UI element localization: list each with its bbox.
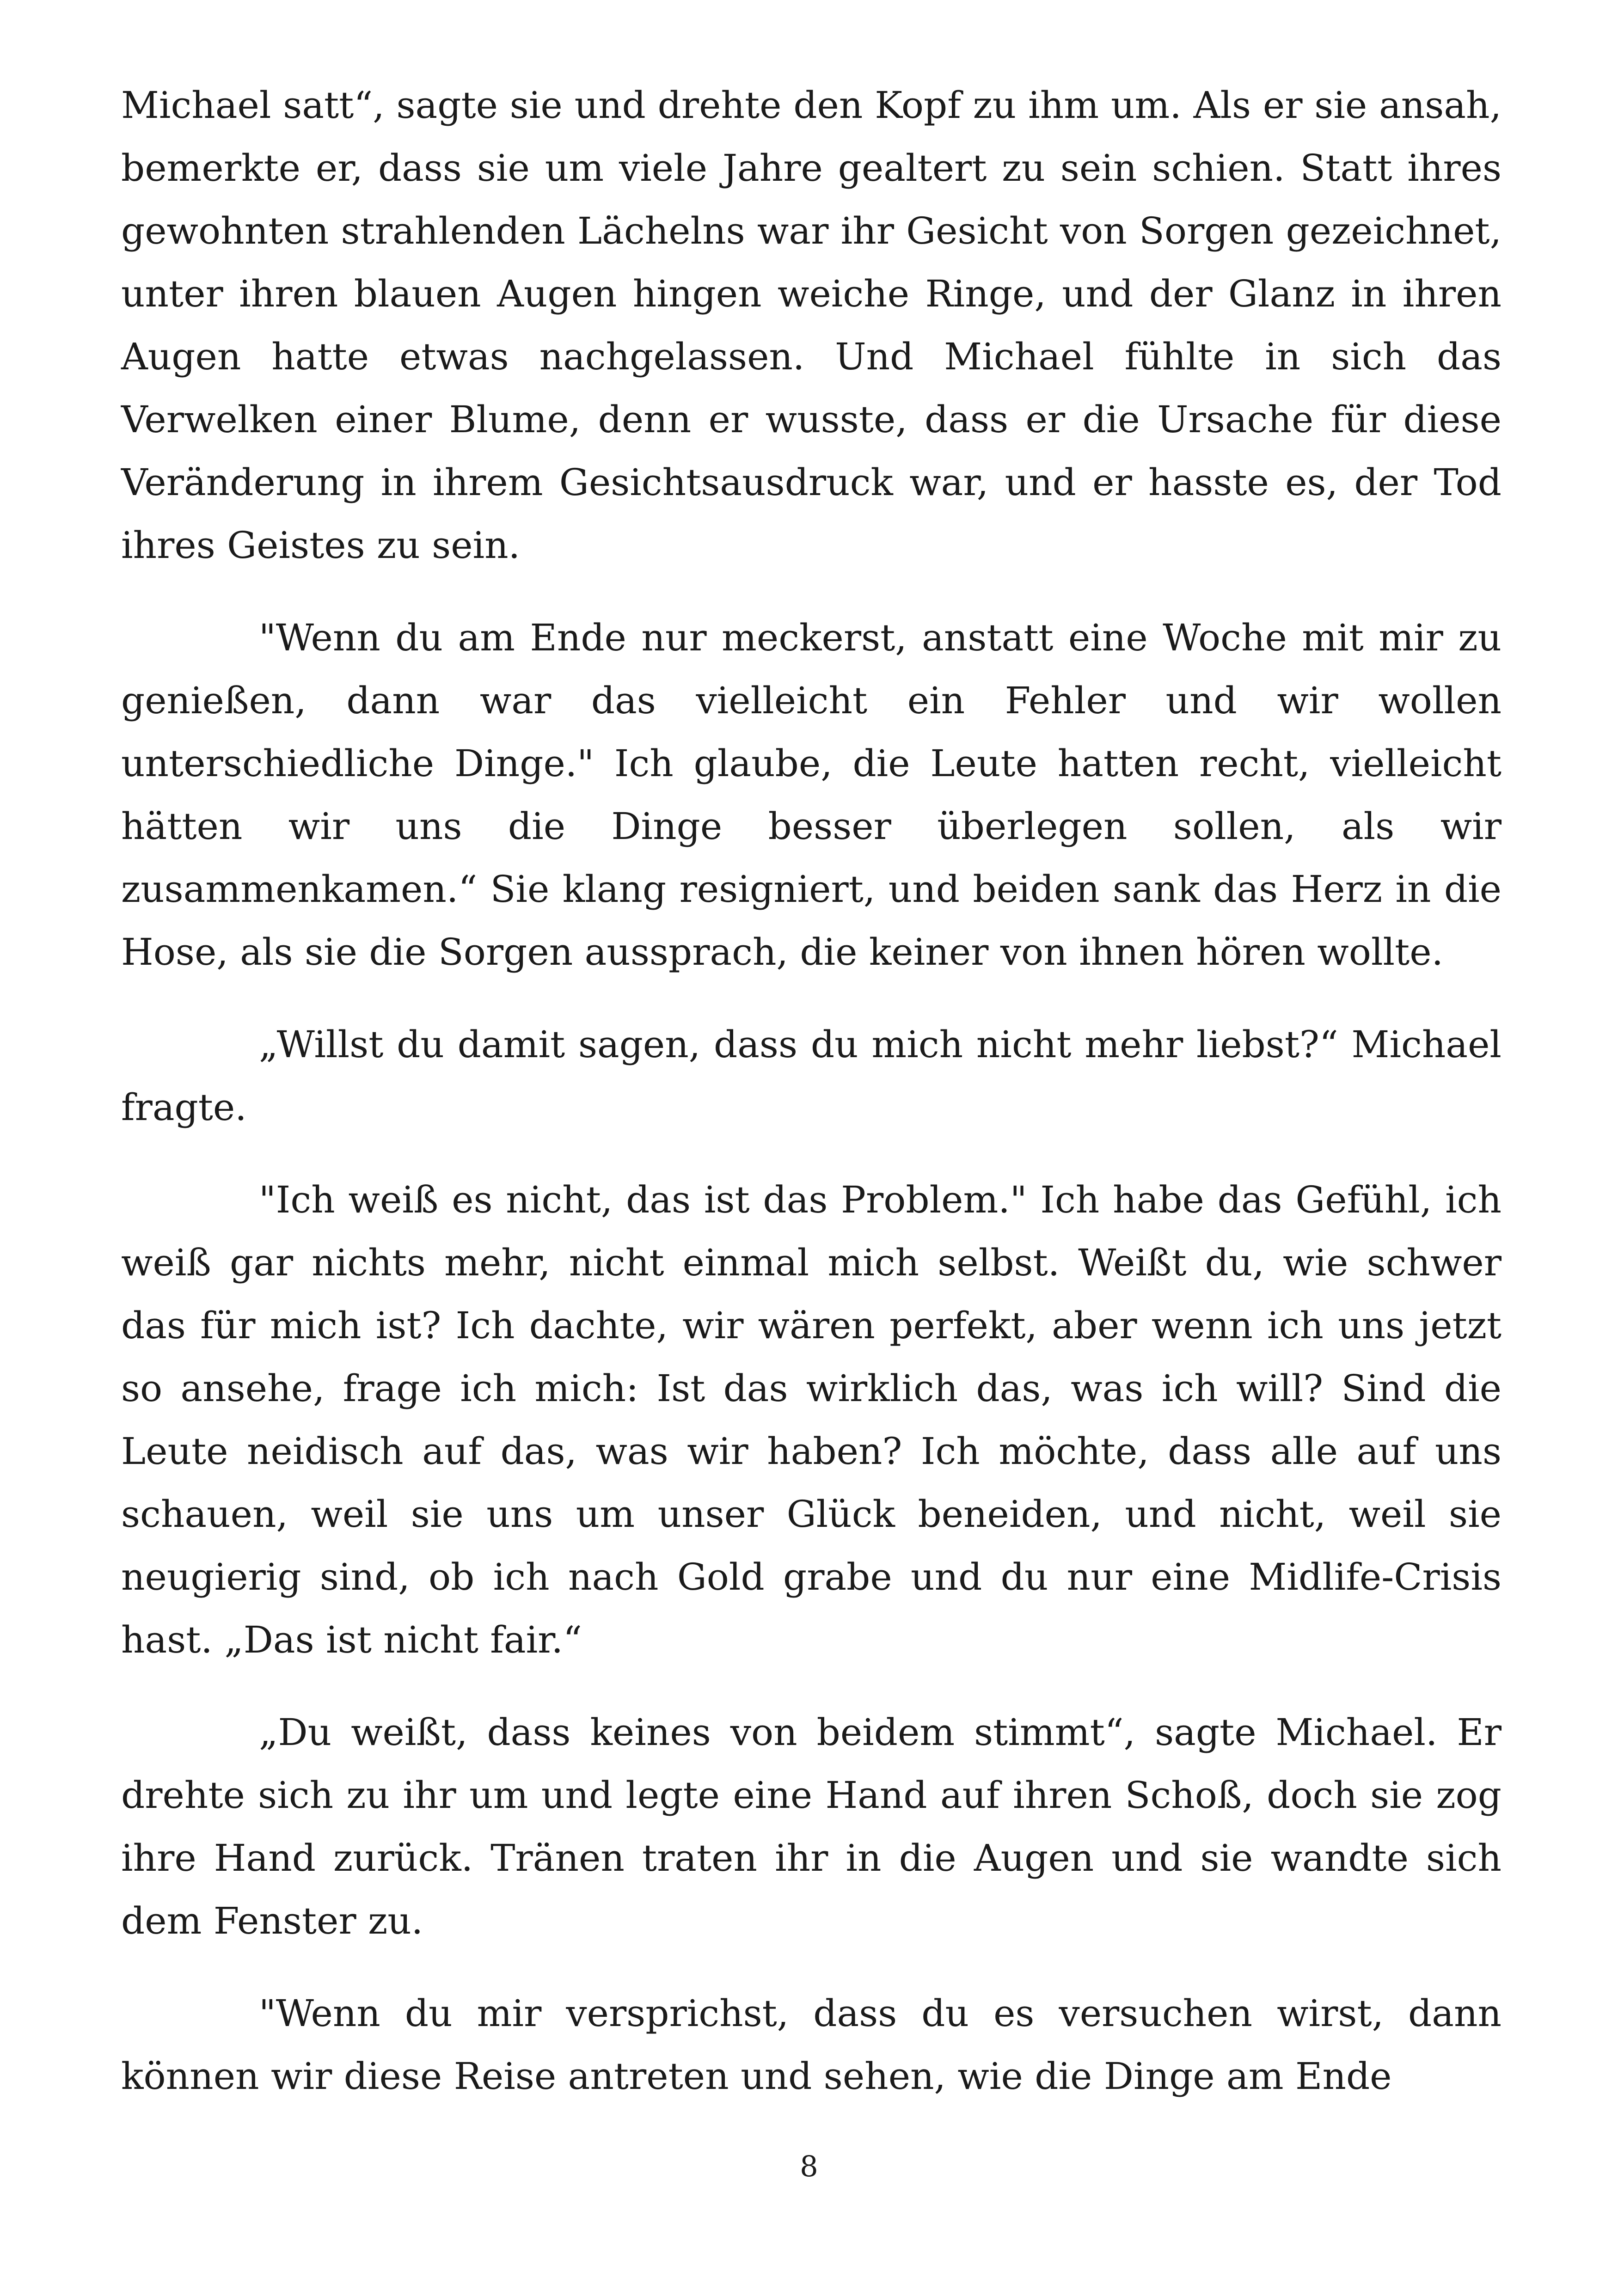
body-text <box>121 74 1502 2108</box>
paragraph-5: „Du weißt, dass keines von beidem stimmt“, sagte Michael. Er drehte sich zu ihr um und legte eine Hand auf ihren Schoß, doch sie zog ihre Hand zurück. Tränen traten ihr in die Augen und sie wandte sich dem Fenster zu. <box>121 1711 1502 1942</box>
paragraph-1: Michael satt“, sagte sie und drehte den Kopf zu ihm um. Als er sie ansah, bemerkte er, dass sie um viele Jahre gealtert zu sein schien. Statt ihres gewohnten strahlenden Lächelns war ihr Gesicht von Sorgen gezeichnet, unter ihren blauen Augen hingen weiche Ringe, und der Glanz in ihren Augen hatte etwas nachgelassen. Und Michael fühlte in sich das Verwelken einer Blume, denn er wusste, dass er die Ursache für diese Veränderung in ihrem Gesichtsausdruck war, und er hasste es, der Tod ihres Geistes zu sein. <box>121 84 1502 567</box>
paragraph-4: "Ich weiß es nicht, das ist das Problem." Ich habe das Gefühl, ich weiß gar nichts mehr, nicht einmal mich selbst. Weißt du, wie schwer das für mich ist? Ich dachte, wir wären perfekt, aber wenn ich uns jetzt so ansehe, frage ich mich: Ist das wirklich das, was ich will? Sind die Leute neidisch auf das, was wir haben? Ich möchte, dass alle auf uns schauen, weil sie uns um unser Glück beneiden, und nicht, weil sie neugierig sind, ob ich nach Gold grabe und du nur eine Midlife-Crisis hast. „Das ist nicht fair.“ <box>121 1178 1502 1661</box>
paragraph-2: "Wenn du am Ende nur meckerst, anstatt eine Woche mit mir zu genießen, dann war das vielleicht ein Fehler und wir wollen unterschiedliche Dinge." Ich glaube, die Leute hatten recht, vielleicht hätten wir uns die Dinge besser überlegen sollen, als wir zusammenkamen.“ Sie klang resigniert, und beiden sank das Herz in die Hose, als sie die Sorgen aussprach, die keiner von ihnen hören wollte. <box>121 616 1502 974</box>
paragraph-3: „Willst du damit sagen, dass du mich nicht mehr liebst?“ Michael fragte. <box>121 1023 1502 1129</box>
page-number: 8 <box>800 2149 818 2183</box>
paragraph-6: "Wenn du mir versprichst, dass du es versuchen wirst, dann können wir diese Reise antreten und sehen, wie die Dinge am Ende <box>121 1992 1502 2098</box>
